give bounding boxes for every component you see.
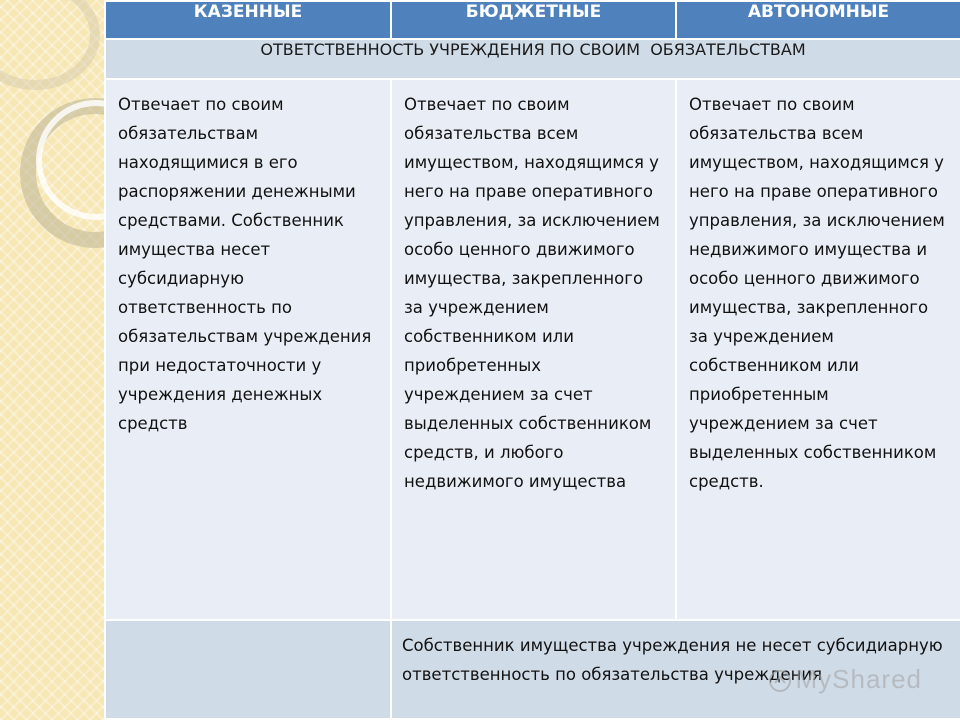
comparison-table <box>104 0 960 720</box>
content-row <box>105 79 960 620</box>
footer-note: Собственник имущества учреждения не несет субсидиарную ответственность по обязательства учреждения <box>391 620 960 719</box>
cell-avtonomnye: Отвечает по своим обязательства всем имуществом, находящимся у него на праве оперативного управления, за исключением недвижимого имущества и особо ценного движимого имущества, закрепленного за учреждением собственником или приобретенным учреждением за счет выделенных собственником средств. <box>676 79 960 620</box>
section-title-row <box>105 39 960 79</box>
cell-byudzhetnye: Отвечает по своим обязательства всем имуществом, находящимся у него на праве оперативного управления, за исключением особо ценного движимого имущества, закрепленного за учреждением собственником или приобретенных учреждением за счет выделенных собственником средств, и любого недвижимого имущества <box>391 79 676 620</box>
cell-kazennye: Отвечает по своим обязательствам находящимися в его распоряжении денежными средствами. Собственник имущества несет субсидиарную ответственность по обязательствам учреждения при недостаточности у учреждения денежных средств <box>105 79 391 620</box>
watermark-text: MyShared <box>795 664 922 694</box>
header-cell-byudzhetnye: БЮДЖЕТНЫЕ <box>391 1 676 39</box>
header-cell-avtonomnye: АВТОНОМНЫЕ <box>676 1 960 39</box>
watermark-logo-icon <box>768 669 792 693</box>
section-title: ОТВЕТСТВЕННОСТЬ УЧРЕЖДЕНИЯ ПО СВОИМ ОБЯЗАТЕЛЬСТВАМ <box>105 39 960 79</box>
header-cell-kazennye: КАЗЕННЫЕ <box>105 1 391 39</box>
header-row <box>105 1 960 39</box>
watermark <box>768 664 923 695</box>
footer-empty-cell <box>105 620 391 719</box>
